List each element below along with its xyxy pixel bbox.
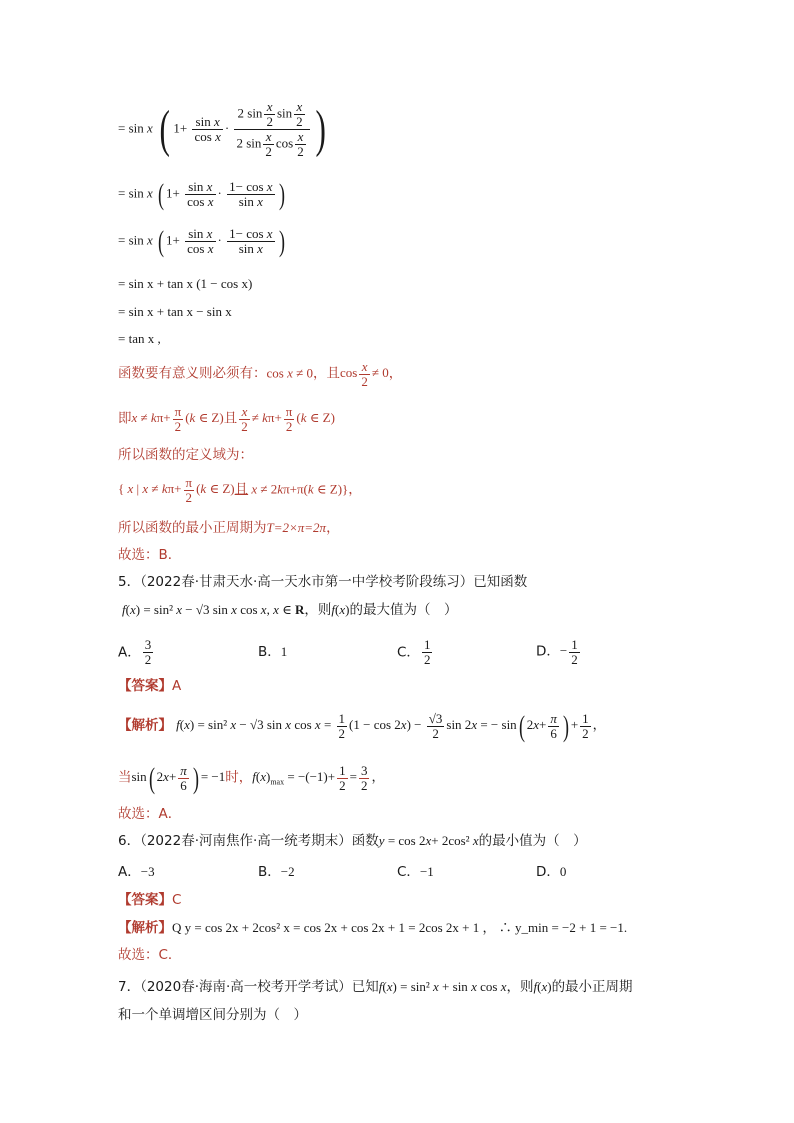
- q5-option-c: C． $\frac{1}{2}$: [397, 637, 431, 667]
- q5-analysis: 【解析】 f(x) = sin² x − √3 sin x cos x = $\frac{1}{2}$ (1 − cos 2x) − $\frac{√3}{2}$ sin 2x = − sin( 2x+ $\frac{\pi}{6}$ ) + $\frac{1}{2}$ ，: [118, 709, 606, 743]
- q6-title: 6．（2022春·河南焦作·高一统考期末）函数y = cos 2x+ 2cos² x的最小值为（ ）: [118, 833, 587, 849]
- q5-when: 当sin( 2x+ $\frac{\pi}{6}$ ) = −1时，$f(x)_{max} = -(-1)+$ $\frac{1}{2}$ = $\frac{3}{2}$ ，: [118, 761, 385, 795]
- derivation-line-2: = sin x ( 1+ $\frac{\text{sin x}}{\text{cos x}}$ · $\frac{\text{1− cos x}}{\text{sin x}}$ ): [118, 177, 285, 211]
- q5-stem: f(x) = sin² x − √3 sin x cos x, x ∈ R，则f(x)的最大值为（ ）: [122, 602, 458, 618]
- q5-title: 5．（2022春·甘肃天水·高一天水市第一中学校考阶段练习）已知函数: [118, 574, 528, 590]
- q7-line2: 和一个单调增区间分别为（ ）: [118, 1007, 307, 1023]
- meaningful-condition: 函数要有意义则必须有：cos x ≠ 0，且cos $\frac{x}{2}$ ≠ 0，: [118, 359, 403, 389]
- q6-option-a: A．−3: [118, 864, 155, 880]
- q7-title: 7．（2020春·海南·高一校考开学考试）已知f(x) = sin² x + sin x cos x，则f(x)的最小正周期: [118, 979, 633, 995]
- domain-set: { x | x ≠ kπ+ $\frac{\pi}{2}$ (k ∈ Z)且 x ≠ 2kπ+π(k ∈ Z)}，: [118, 475, 362, 505]
- q5-option-d: D．− $\frac{1}{2}$: [536, 637, 578, 667]
- derivation-line-3: = sin x ( 1+ $\frac{\text{sin x}}{\text{cos x}}$ · $\frac{\text{1− cos x}}{\text{sin x}}$ ): [118, 224, 285, 258]
- q6-select: 故选：C．: [118, 947, 182, 963]
- q5-option-a: A． $\frac{3}{2}$: [118, 637, 152, 667]
- q4-select: 故选：B．: [118, 547, 182, 563]
- derivation-line-5: = sin x + tan x − sin x: [118, 304, 232, 319]
- derivation-line-6: = tan x ,: [118, 331, 161, 346]
- derivation-line-4: = sin x + tan x (1 − cos x): [118, 276, 253, 291]
- derivation-line-1: = sin x ( 1+ $\frac{\text{sin x}}{\text{cos x}}$ · 2 sin $\frac{x}{2}$ sin $\frac{x}{2}$ 2 sin $\frac{x}{2}$ cos $\frac{x}{2}$ ): [118, 99, 326, 159]
- period-line: 所以函数的最小正周期为T=2×π=2π，: [118, 520, 340, 536]
- q5-option-b: B．1: [258, 644, 288, 660]
- q6-option-b: B．−2: [258, 864, 295, 880]
- condition-expansion: 即x ≠ kπ+ $\frac{\pi}{2}$ (k ∈ Z)且 $\frac{x}{2}$ ≠ kπ+ $\frac{\pi}{2}$ (k ∈ Z): [118, 404, 335, 434]
- q6-answer: 【答案】C: [118, 892, 182, 908]
- q6-analysis: 【解析】Q y = cos 2x + 2cos² x = cos 2x + cos 2x + 1 = 2cos 2x + 1 ， ∴ y_min = −2 + 1 = −1.: [118, 920, 628, 936]
- q5-answer: 【答案】A: [118, 678, 182, 694]
- domain-label: 所以函数的定义域为：: [118, 447, 253, 463]
- q6-option-c: C．−1: [397, 864, 434, 880]
- q6-option-d: D．0: [536, 864, 567, 880]
- q5-select: 故选：A．: [118, 806, 182, 822]
